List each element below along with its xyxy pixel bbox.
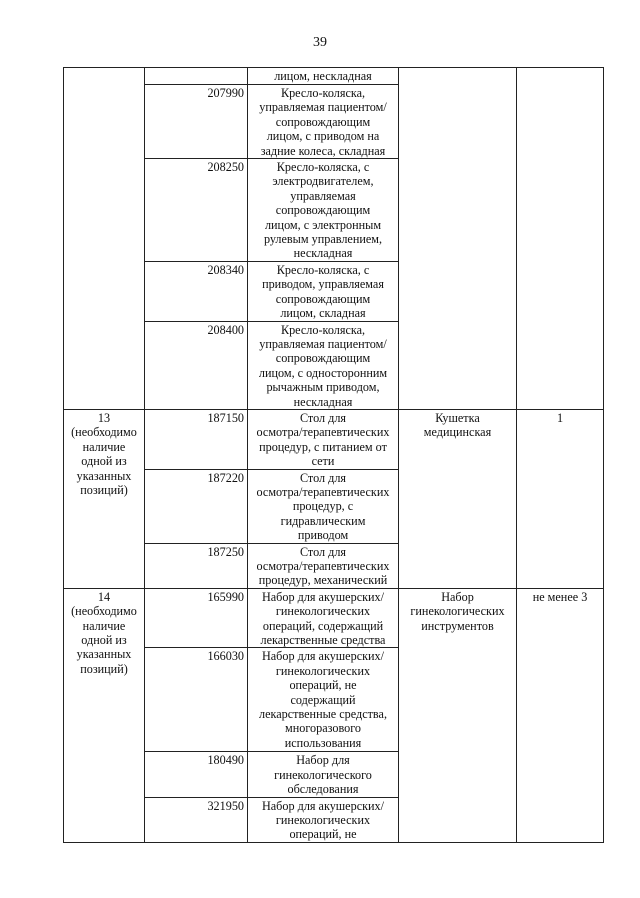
position-line: одной из xyxy=(81,454,127,469)
name-line: осмотра/терапевтических xyxy=(256,425,390,440)
name-cell xyxy=(248,648,399,752)
name-line: лицом, с приводом на xyxy=(266,129,380,144)
name-line: использования xyxy=(284,735,362,750)
name-cell xyxy=(248,543,399,588)
name-line: осмотра/терапевтических xyxy=(256,484,390,499)
name-line: сопровождающим xyxy=(275,351,371,366)
name-line: гинекологических xyxy=(275,663,371,678)
code-cell: 187220 xyxy=(145,469,248,543)
code-cell: 207990 xyxy=(145,85,248,159)
name-cell xyxy=(248,85,399,159)
name-cell xyxy=(248,321,399,409)
position-line: одной из xyxy=(81,633,127,648)
name-line: Набор для акушерских/ xyxy=(261,589,385,604)
name-line: приводом xyxy=(297,528,349,543)
name-line: процедур, с питанием от xyxy=(259,439,387,454)
type-cell xyxy=(399,588,517,842)
name-line: лекарственные средства xyxy=(260,633,386,648)
name-line: Кресло-коляска, xyxy=(280,86,366,100)
code-cell: 180490 xyxy=(145,752,248,797)
name-line: лицом, с односторонним xyxy=(258,365,388,380)
name-line: Набор для акушерских/ xyxy=(261,649,385,664)
position-line: (необходимо xyxy=(71,425,137,440)
name-cell xyxy=(248,752,399,797)
table-row xyxy=(64,409,604,469)
name-line: сопровождающим xyxy=(275,291,371,306)
type-line: инструментов xyxy=(421,618,494,633)
name-line: содержащий xyxy=(290,692,356,707)
code-cell: 187250 xyxy=(145,543,248,588)
name-line: процедур, механический xyxy=(258,573,388,588)
name-cell xyxy=(248,409,399,469)
position-line: позиций) xyxy=(80,661,128,676)
position-line: 14 xyxy=(97,589,111,604)
table-row xyxy=(64,588,604,648)
name-line: сети xyxy=(311,454,335,469)
name-line: операций, содержащий xyxy=(262,618,384,633)
name-line: Кресло-коляска, xyxy=(280,322,366,337)
name-line: лекарственные средства, xyxy=(259,707,387,722)
position-line: наличие xyxy=(82,618,126,633)
name-line: нескладная xyxy=(293,246,353,261)
name-line: многоразового xyxy=(284,721,361,736)
name-line: управляемая пациентом/ xyxy=(259,100,387,115)
name-line: Стол для xyxy=(299,544,347,559)
position-line: 13 xyxy=(97,410,111,425)
quantity-cell xyxy=(517,68,604,410)
name-line: Стол для xyxy=(299,410,347,425)
name-line: управляемая пациентом/ xyxy=(259,336,387,351)
code-cell: 166030 xyxy=(145,648,248,752)
type-line: Набор xyxy=(441,589,474,604)
name-line: Стол для xyxy=(299,470,347,485)
name-cell xyxy=(248,469,399,543)
code-cell: 321950 xyxy=(145,797,248,842)
name-line: гинекологических xyxy=(275,813,371,828)
name-cell xyxy=(248,68,399,85)
name-line: гидравлическим xyxy=(280,513,366,528)
position-line: указанных xyxy=(76,468,132,483)
name-line: лицом, с электронным xyxy=(264,217,382,232)
name-cell xyxy=(248,261,399,321)
name-line: Набор для xyxy=(296,753,350,768)
name-line: Набор для акушерских/ xyxy=(261,798,385,813)
name-line: гинекологического xyxy=(274,767,372,782)
position-cell xyxy=(64,409,145,588)
type-line: Кушетка xyxy=(435,410,480,425)
code-cell: 208400 xyxy=(145,321,248,409)
name-line: приводом, управляемая xyxy=(262,277,384,292)
type-cell xyxy=(399,409,517,588)
code-cell: 165990 xyxy=(145,588,248,648)
name-line: лицом, складная xyxy=(280,306,366,321)
name-line: лицом, нескладная xyxy=(274,69,372,83)
code-cell: 187150 xyxy=(145,409,248,469)
name-line: сопровождающим xyxy=(275,203,371,218)
page-number: 39 xyxy=(313,35,327,50)
position-line: (необходимо xyxy=(71,604,137,619)
name-line: нескладная xyxy=(293,394,353,409)
type-line: медицинская xyxy=(423,425,492,440)
code-cell: 208250 xyxy=(145,159,248,262)
name-line: процедур, с xyxy=(292,499,354,514)
position-cell xyxy=(64,68,145,410)
name-cell xyxy=(248,797,399,842)
equipment-table xyxy=(63,67,604,843)
name-line: Кресло-коляска, с xyxy=(276,262,370,277)
name-line: управляемая xyxy=(290,188,356,203)
code-cell xyxy=(145,68,248,85)
name-line: рулевым управлением, xyxy=(263,232,383,247)
name-line: осмотра/терапевтических xyxy=(256,559,390,573)
name-line: обследования xyxy=(287,782,359,797)
name-line: задние колеса, складная xyxy=(260,143,386,158)
code-cell: 208340 xyxy=(145,261,248,321)
table-row xyxy=(64,68,604,85)
position-line: наличие xyxy=(82,439,126,454)
name-line: сопровождающим xyxy=(275,114,371,129)
name-line: электродвигателем, xyxy=(272,174,374,189)
name-cell xyxy=(248,588,399,648)
position-line: указанных xyxy=(76,647,132,662)
name-line: гинекологических xyxy=(275,604,371,619)
quantity-cell: не менее 3 xyxy=(517,588,604,842)
name-cell xyxy=(248,159,399,262)
name-line: операций, не xyxy=(289,678,357,693)
position-cell xyxy=(64,588,145,842)
type-line: гинекологических xyxy=(410,604,505,619)
name-line: рычажным приводом, xyxy=(266,380,380,395)
name-line: Кресло-коляска, с xyxy=(276,160,370,175)
quantity-cell: 1 xyxy=(517,409,604,588)
type-cell xyxy=(399,68,517,410)
position-line: позиций) xyxy=(80,482,128,497)
name-line: операций, не xyxy=(289,827,357,842)
